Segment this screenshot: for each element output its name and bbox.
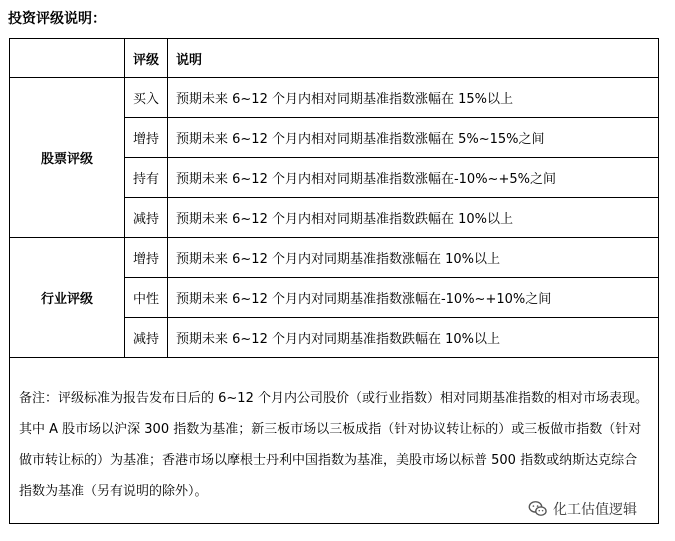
note-line: 其中 A 股市场以沪深 300 指数为基准；新三板市场以三板成指（针对协议转让标的）或三板做市指数（针对 xyxy=(19,421,642,437)
description-cell: 预期未来 6~12 个月内相对同期基准指数涨幅在 5%~15%之间 xyxy=(168,118,659,158)
page-title: 投资评级说明： xyxy=(8,11,106,27)
rating-cell: 中性 xyxy=(125,278,168,318)
table-row xyxy=(10,78,659,118)
description-cell: 预期未来 6~12 个月内相对同期基准指数涨幅在 15%以上 xyxy=(168,78,659,118)
rating-cell: 增持 xyxy=(125,238,168,278)
table-row xyxy=(10,238,659,278)
header-empty-cell xyxy=(10,39,125,78)
note-line: 指数为基准（另有说明的除外）。 xyxy=(19,483,208,499)
description-cell: 预期未来 6~12 个月内对同期基准指数涨幅在 10%以上 xyxy=(168,238,659,278)
description-cell: 预期未来 6~12 个月内对同期基准指数涨幅在-10%~+10%之间 xyxy=(168,278,659,318)
description-cell: 预期未来 6~12 个月内相对同期基准指数跌幅在 10%以上 xyxy=(168,198,659,238)
category-industry-rating: 行业评级 xyxy=(10,238,125,358)
note-line: 做市转让标的）为基准；香港市场以摩根士丹利中国指数为基准，美股市场以标普 500 指数或纳斯达克综合 xyxy=(19,452,638,468)
rating-table xyxy=(9,38,659,524)
description-cell: 预期未来 6~12 个月内对同期基准指数跌幅在 10%以上 xyxy=(168,318,659,358)
table-header-row xyxy=(10,39,659,78)
wechat-icon xyxy=(528,499,548,519)
rating-cell: 买入 xyxy=(125,78,168,118)
header-description: 说明 xyxy=(168,39,659,78)
description-cell: 预期未来 6~12 个月内相对同期基准指数涨幅在-10%~+5%之间 xyxy=(168,158,659,198)
rating-cell: 持有 xyxy=(125,158,168,198)
note-line: 备注：评级标准为报告发布日后的 6~12 个月内公司股价（或行业指数）相对同期基准指数的相对市场表现。 xyxy=(19,390,648,406)
watermark xyxy=(528,499,637,519)
rating-cell: 增持 xyxy=(125,118,168,158)
rating-cell: 减持 xyxy=(125,318,168,358)
category-stock-rating: 股票评级 xyxy=(10,78,125,238)
header-rating: 评级 xyxy=(125,39,168,78)
rating-cell: 减持 xyxy=(125,198,168,238)
watermark-text: 化工估值逻辑 xyxy=(553,502,637,518)
